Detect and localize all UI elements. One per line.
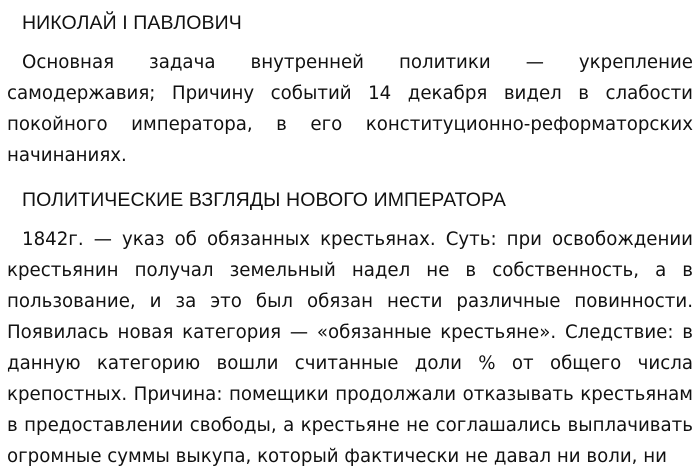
section-heading-nicholas-i: НИКОЛАЙ I ПАВЛОВИЧ bbox=[22, 12, 242, 34]
document-body bbox=[7, 0, 693, 472]
section-heading-political-views: ПОЛИТИЧЕСКИЕ ВЗГЛЯДЫ НОВОГО ИМПЕРАТОРА bbox=[22, 189, 506, 211]
paragraph-domestic-policy: Основная задача внутренней политики — укрепление самодержавия; Причину событий 14 декабря видел в слабости покойного императора, в его конституционно-реформаторских начинаниях. bbox=[7, 52, 693, 166]
paragraph-obligated-peasants-decree: 1842г. — указ об обязанных крестьянах. Суть: при освобождении крестьянин получал земельный надел не в собственность, а в пользование, и за это был обязан нести различные повинности. Появилась новая категория — «обязанные крестьяне». Следствие: в данную категорию вошли считанные доли % от общего числа крепостных. Причина: помещики продолжали отказывать крестьянам в предоставлении свободы, а крестьяне не соглашались выплачивать огромные суммы выкупа, который фактически не давал ни воли, ни bbox=[7, 229, 693, 467]
